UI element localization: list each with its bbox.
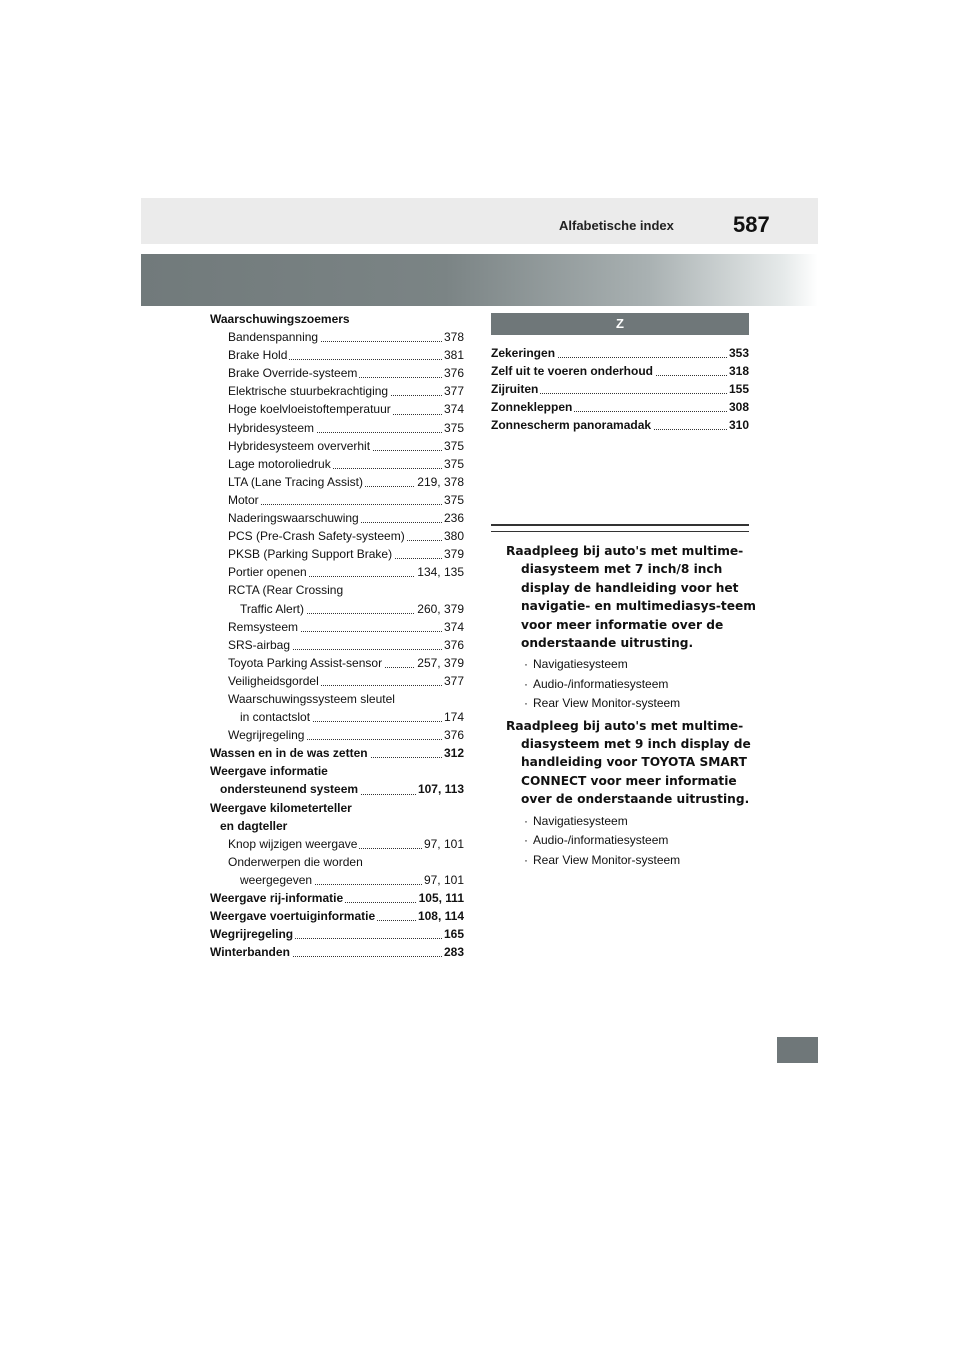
index-entry-pages: 376 bbox=[442, 364, 464, 382]
index-entry-pages: 375 bbox=[442, 455, 464, 473]
bullet-icon: · bbox=[524, 657, 528, 672]
note-list bbox=[524, 812, 756, 870]
index-entry-label: Elektrische stuurbekrachtiging bbox=[228, 384, 389, 399]
index-entry-pages: 308 bbox=[727, 398, 749, 416]
note-list-item-text: Navigatiesysteem bbox=[533, 813, 628, 828]
index-heading: RCTA (Rear Crossing bbox=[228, 583, 344, 598]
note-list-item-text: Audio-/informatiesysteem bbox=[533, 833, 669, 848]
index-entry bbox=[228, 328, 464, 346]
index-entry bbox=[228, 527, 464, 545]
note-list-item bbox=[524, 851, 756, 870]
index-entry bbox=[491, 344, 749, 362]
index-entry-pages: 260, 379 bbox=[415, 600, 464, 618]
index-entry bbox=[228, 364, 464, 382]
index-entry-pages: 318 bbox=[727, 362, 749, 380]
index-entry-label: Wassen en in de was zetten bbox=[210, 746, 368, 761]
index-entry-label: Zonnescherm panoramadak bbox=[491, 418, 652, 433]
index-entry bbox=[228, 491, 464, 509]
index-entry bbox=[228, 509, 464, 527]
index-entry-pages: 380 bbox=[442, 527, 464, 545]
index-entry bbox=[228, 400, 464, 418]
index-entry-pages: 155 bbox=[727, 380, 749, 398]
index-entry-pages: 219, 378 bbox=[415, 473, 464, 491]
notes-block bbox=[506, 542, 756, 873]
bullet-icon: · bbox=[524, 833, 528, 848]
index-heading: Weergave kilometerteller bbox=[210, 800, 352, 815]
index-entry-pages: 134, 135 bbox=[415, 563, 464, 581]
index-entry bbox=[228, 654, 464, 672]
index-entry-pages: 353 bbox=[727, 344, 749, 362]
note-list-item bbox=[524, 675, 756, 694]
index-entry-label: Lage motoroliedruk bbox=[228, 456, 331, 471]
index-entry-label: Toyota Parking Assist-sensor bbox=[228, 655, 383, 670]
index-entry bbox=[491, 416, 749, 434]
index-entry-pages: 165 bbox=[442, 925, 464, 943]
index-entry bbox=[228, 726, 464, 744]
index-entry bbox=[240, 871, 464, 889]
note-list-item bbox=[524, 655, 756, 674]
section-title: Alfabetische index bbox=[559, 218, 674, 233]
index-entry-label: Naderingswaarschuwing bbox=[228, 511, 359, 526]
index-entry-pages: 377 bbox=[442, 672, 464, 690]
index-heading: Waarschuwingszoemers bbox=[210, 312, 350, 326]
index-entry-label: PKSB (Parking Support Brake) bbox=[228, 547, 393, 562]
note-list-item bbox=[524, 812, 756, 831]
bullet-icon: · bbox=[524, 813, 528, 828]
note-list-item-text: Rear View Monitor-systeem bbox=[533, 696, 681, 711]
index-entry-pages: 375 bbox=[442, 491, 464, 509]
index-heading: Waarschuwingssysteem sleutel bbox=[228, 691, 395, 706]
index-entry-pages: 310 bbox=[727, 416, 749, 434]
header-gradient-band bbox=[141, 254, 818, 306]
index-entry bbox=[228, 382, 464, 400]
index-entry bbox=[210, 925, 464, 943]
index-entry bbox=[210, 907, 464, 925]
index-entry bbox=[240, 708, 464, 726]
index-entry-label: Weergave voertuiginformatie bbox=[210, 909, 376, 924]
index-entry-pages: 107, 113 bbox=[416, 780, 464, 798]
index-entry bbox=[491, 380, 749, 398]
bullet-icon: · bbox=[524, 676, 528, 691]
index-entry bbox=[491, 398, 749, 416]
index-entry bbox=[228, 346, 464, 364]
z-entries bbox=[491, 344, 749, 434]
index-entry bbox=[228, 618, 464, 636]
page-number: 587 bbox=[733, 212, 770, 237]
index-entry-label: Hybridesysteem bbox=[228, 420, 315, 435]
index-entry-label: Zekeringen bbox=[491, 346, 556, 360]
note-title: Raadpleeg bij auto's met multime-diasysteem met 7 inch/8 inch display de handleiding voor het navigatie- en multimediasys-teem voor meer informatie over de onderstaande uitrusting. bbox=[506, 544, 756, 651]
chapter-thumb-tab bbox=[777, 1037, 818, 1063]
index-entry bbox=[228, 672, 464, 690]
index-entry-label: weergegeven bbox=[240, 872, 313, 887]
index-entry bbox=[240, 600, 464, 618]
index-entry-label: Brake Hold bbox=[228, 348, 288, 363]
index-column-left bbox=[210, 310, 464, 961]
page-header-bar bbox=[141, 198, 818, 244]
note-title: Raadpleeg bij auto's met multime-diasysteem met 9 inch display de handleiding voor TOYOTA SMART CONNECT voor meer informatie over de onderstaande uitrusting. bbox=[506, 718, 751, 807]
double-divider bbox=[491, 524, 749, 532]
index-entry-pages: 378 bbox=[442, 328, 464, 346]
index-entry-label: Hybridesysteem oververhit bbox=[228, 438, 371, 453]
index-entry-pages: 174 bbox=[442, 708, 464, 726]
index-heading: Onderwerpen die worden bbox=[228, 854, 363, 869]
index-entry-label: PCS (Pre-Crash Safety-systeem) bbox=[228, 529, 405, 544]
index-entry-label: Bandenspanning bbox=[228, 330, 319, 345]
index-entry-pages: 105, 111 bbox=[417, 889, 464, 907]
note-list-item-text: Rear View Monitor-systeem bbox=[533, 852, 681, 867]
index-entry-label: Portier openen bbox=[228, 565, 307, 580]
index-entry-label: LTA (Lane Tracing Assist) bbox=[228, 474, 363, 489]
note-list-item-text: Navigatiesysteem bbox=[533, 657, 628, 672]
index-entry bbox=[210, 744, 464, 762]
index-entry bbox=[228, 419, 464, 437]
index-entry bbox=[228, 473, 464, 491]
index-entry-pages: 108, 114 bbox=[416, 907, 464, 925]
index-entry bbox=[220, 780, 464, 798]
index-entry bbox=[228, 455, 464, 473]
note-list bbox=[524, 655, 756, 713]
index-entry bbox=[491, 362, 749, 380]
index-entry bbox=[228, 835, 464, 853]
section-letter-header: Z bbox=[491, 313, 749, 335]
index-entry bbox=[228, 563, 464, 581]
index-entry bbox=[228, 545, 464, 563]
index-entry-pages: 377 bbox=[442, 382, 464, 400]
index-entry-label: Zijruiten bbox=[491, 382, 539, 397]
index-entry-label: Hoge koelvloeistoftemperatuur bbox=[228, 402, 391, 417]
index-entry-pages: 97, 101 bbox=[422, 835, 464, 853]
index-entry-pages: 374 bbox=[442, 618, 464, 636]
index-column-right bbox=[491, 313, 749, 434]
index-entry-label: Knop wijzigen weergave bbox=[228, 836, 358, 851]
index-entry-label: Wegrijregeling bbox=[228, 728, 305, 743]
index-entry-label: in contactslot bbox=[240, 710, 311, 725]
index-entry-label: Remsysteem bbox=[228, 619, 299, 634]
index-entry-label: Traffic Alert) bbox=[240, 601, 305, 616]
index-entry-label: Zelf uit te voeren onderhoud bbox=[491, 364, 654, 379]
index-entry-pages: 381 bbox=[442, 346, 464, 364]
index-entry-pages: 376 bbox=[442, 636, 464, 654]
index-entry-label: Weergave rij-informatie bbox=[210, 891, 344, 905]
index-entry-label: Winterbanden bbox=[210, 945, 290, 960]
index-entry bbox=[210, 943, 464, 961]
index-entry-pages: 375 bbox=[442, 419, 464, 437]
index-heading: en dagteller bbox=[220, 818, 288, 833]
index-entry-label: Motor bbox=[228, 492, 259, 507]
index-entry bbox=[228, 636, 464, 654]
index-entry-label: Veiligheidsgordel bbox=[228, 673, 319, 688]
index-entry bbox=[210, 889, 464, 907]
index-entry-pages: 97, 101 bbox=[422, 871, 464, 889]
index-entry-label: Brake Override-systeem bbox=[228, 366, 358, 381]
leader-dots bbox=[228, 504, 464, 505]
index-entry-label: SRS-airbag bbox=[228, 637, 291, 652]
index-entry-pages: 374 bbox=[442, 400, 464, 418]
note-list-item-text: Audio-/informatiesysteem bbox=[533, 676, 669, 691]
bullet-icon: · bbox=[524, 696, 528, 711]
index-entry-label: ondersteunend systeem bbox=[220, 782, 359, 797]
index-entry-label: Wegrijregeling bbox=[210, 927, 294, 942]
index-entry bbox=[228, 437, 464, 455]
index-entry-label: Zonnekleppen bbox=[491, 400, 573, 415]
note-list-item bbox=[524, 694, 756, 713]
index-entry-pages: 257, 379 bbox=[415, 654, 464, 672]
bullet-icon: · bbox=[524, 852, 528, 867]
index-heading: Weergave informatie bbox=[210, 764, 328, 779]
index-entry-pages: 379 bbox=[442, 545, 464, 563]
index-entry-pages: 236 bbox=[442, 509, 464, 527]
note-list-item bbox=[524, 831, 756, 850]
index-entry-pages: 376 bbox=[442, 726, 464, 744]
index-entry-pages: 312 bbox=[442, 744, 464, 762]
index-entry-pages: 375 bbox=[442, 437, 464, 455]
index-entry-pages: 283 bbox=[442, 943, 464, 961]
